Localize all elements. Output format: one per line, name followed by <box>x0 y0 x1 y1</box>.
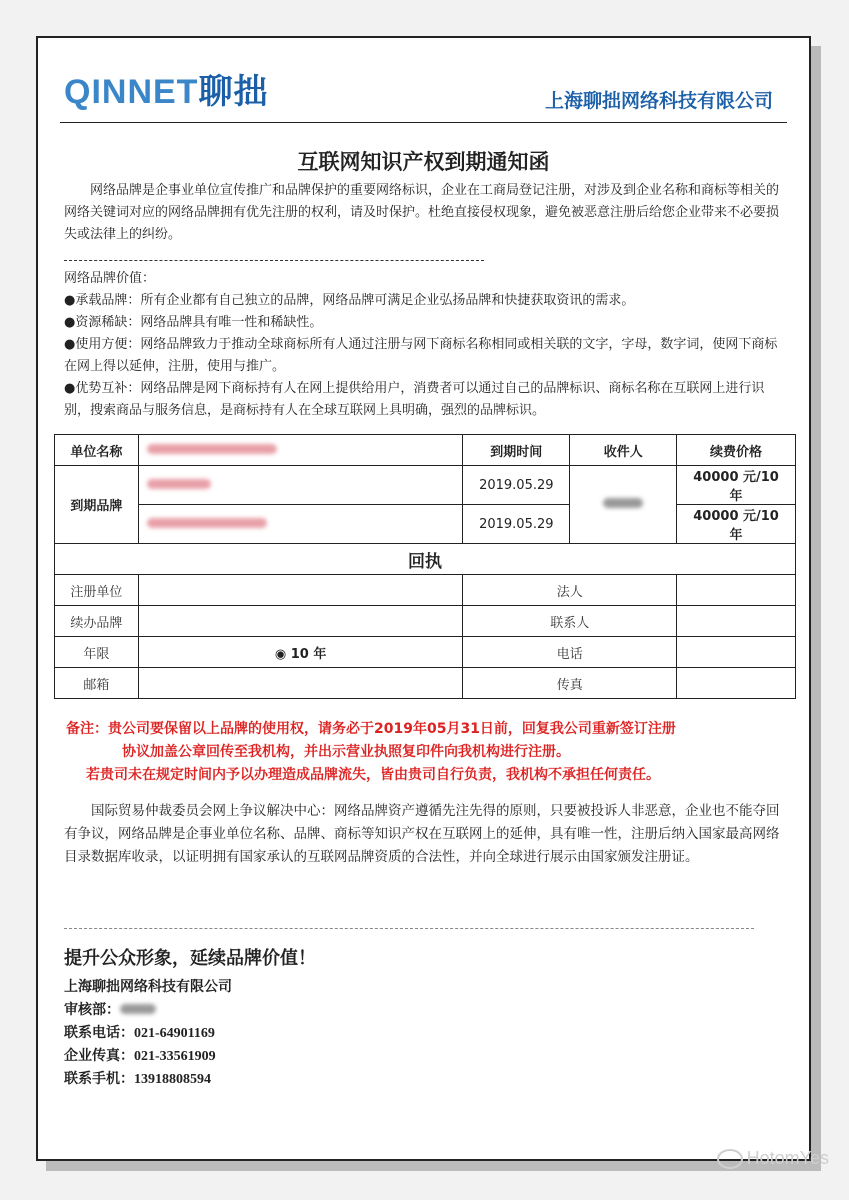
contact-block <box>64 976 232 1091</box>
intro-paragraph: 网络品牌是企事业单位宣传推广和品牌保护的重要网络标识，企业在工商局登记注册，对涉及到企业名称和商标等相关的网络关键词对应的网络品牌拥有优先注册的权利，请及时保护。杜绝直接侵权现象，避免被恶意注册后给您企业带来不必要损失或法律上的纠纷。 <box>64 183 780 242</box>
brand-label: 到期品牌 <box>55 466 139 544</box>
wechat-icon <box>717 1149 743 1169</box>
expiry-header: 到期时间 <box>463 435 570 466</box>
phone-field[interactable] <box>677 637 796 668</box>
term-option[interactable] <box>138 637 462 668</box>
redacted-brand <box>147 479 211 489</box>
legal-label: 法人 <box>463 575 677 606</box>
brand-value <box>138 466 462 505</box>
remark-line: 备注：贵公司要保留以上品牌的使用权，请务必于2019年05月31日前，回复我公司重新签订注册 <box>66 721 676 737</box>
renewal-price: 40000 元/10 年 <box>677 466 796 505</box>
slogan: 提升公众形象，延续品牌价值！ <box>64 948 316 969</box>
renewal-price: 40000 元/10 年 <box>677 505 796 544</box>
redacted-name <box>120 1004 156 1014</box>
contact-mobile: 联系手机：13918808594 <box>64 1072 211 1087</box>
renew-brand-field[interactable] <box>138 606 462 637</box>
radio-icon: ◉ <box>274 646 287 662</box>
header-divider <box>60 122 787 123</box>
redacted-unit-name <box>147 444 277 454</box>
term-label: 年限 <box>55 637 139 668</box>
contact-company: 上海聊拙网络科技有限公司 <box>64 980 232 995</box>
term-value: 10 年 <box>290 646 327 662</box>
company-logo: QINNET聊拙 <box>64 73 269 111</box>
unit-name-value <box>138 435 462 466</box>
remark-line: 协议加盖公章回传至我机构，并出示营业执照复印件向我机构进行注册。 <box>122 744 570 760</box>
document-title: 互联网知识产权到期通知函 <box>297 150 550 174</box>
legal-field[interactable] <box>677 575 796 606</box>
dashed-divider <box>64 928 754 929</box>
dashed-divider <box>64 260 484 261</box>
remarks <box>66 718 789 787</box>
value-item: ●优势互补：网络品牌是网下商标持有人在网上提供给用户，消费者可以通过自己的品牌标识、商标名称在互联网上进行识别，搜索商品与服务信息，是商标持有人在全球互联网上具明确，强烈的品牌标识。 <box>64 381 765 418</box>
remark-line: 若贵司未在规定时间内予以办理造成品牌流失，皆由贵司自行负责，我机构不承担任何责任。 <box>86 767 660 783</box>
price-header: 续费价格 <box>677 435 796 466</box>
contact-label: 联系人 <box>463 606 677 637</box>
mailbox-label: 邮箱 <box>55 668 139 699</box>
value-item: ●承载品牌：所有企业都有自己独立的品牌，网络品牌可满足企业弘扬品牌和快捷获取资讯的需求。 <box>64 293 635 308</box>
recipient-header: 收件人 <box>570 435 677 466</box>
values-heading: 网络品牌价值： <box>64 271 156 286</box>
brand-value <box>138 505 462 544</box>
value-item: ●资源稀缺：网络品牌具有唯一性和稀缺性。 <box>64 315 323 330</box>
contact-dept: 审核部： <box>64 999 232 1022</box>
redacted-recipient <box>603 498 643 508</box>
company-header-name: 上海聊拙网络科技有限公司 <box>544 90 773 112</box>
expiry-date: 2019.05.29 <box>463 505 570 544</box>
value-item: ●使用方便：网络品牌致力于推动全球商标所有人通过注册与网下商标名称相同或相关联的文字，字母，数字词，使网下商标在网上得以延伸，注册，使用与推广。 <box>64 337 778 374</box>
reg-unit-label: 注册单位 <box>55 575 139 606</box>
redacted-brand <box>147 518 267 528</box>
contact-tel: 联系电话：021-64901169 <box>64 1026 215 1041</box>
unit-name-header: 单位名称 <box>55 435 139 466</box>
renew-brand-label: 续办品牌 <box>55 606 139 637</box>
recipient-value <box>570 466 677 544</box>
receipt-title: 回执 <box>55 544 796 575</box>
watermark: HotomYes <box>717 1148 829 1169</box>
arbitration-paragraph: 国际贸易仲裁委员会网上争议解决中心：网络品牌资产遵循先注先得的原则，只要被投诉人非恶意，企业也不能夺回有争议，网络品牌是企事业单位名称、品牌、商标等知识产权在互联网上的延伸，具有唯一性，注册后纳入国家最高网络目录数据库收录，以证明拥有国家承认的互联网品牌资质的合法性，并向全球进行展示由国家颁发注册证。 <box>64 803 780 865</box>
fax-label: 传真 <box>463 668 677 699</box>
reg-unit-field[interactable] <box>138 575 462 606</box>
notice-document <box>36 36 811 1161</box>
expiry-date: 2019.05.29 <box>463 466 570 505</box>
phone-label: 电话 <box>463 637 677 668</box>
mailbox-field[interactable] <box>138 668 462 699</box>
brand-values <box>64 268 783 422</box>
fax-field[interactable] <box>677 668 796 699</box>
contact-fax: 企业传真：021-33561909 <box>64 1049 216 1064</box>
notice-table <box>54 434 796 699</box>
contact-field[interactable] <box>677 606 796 637</box>
